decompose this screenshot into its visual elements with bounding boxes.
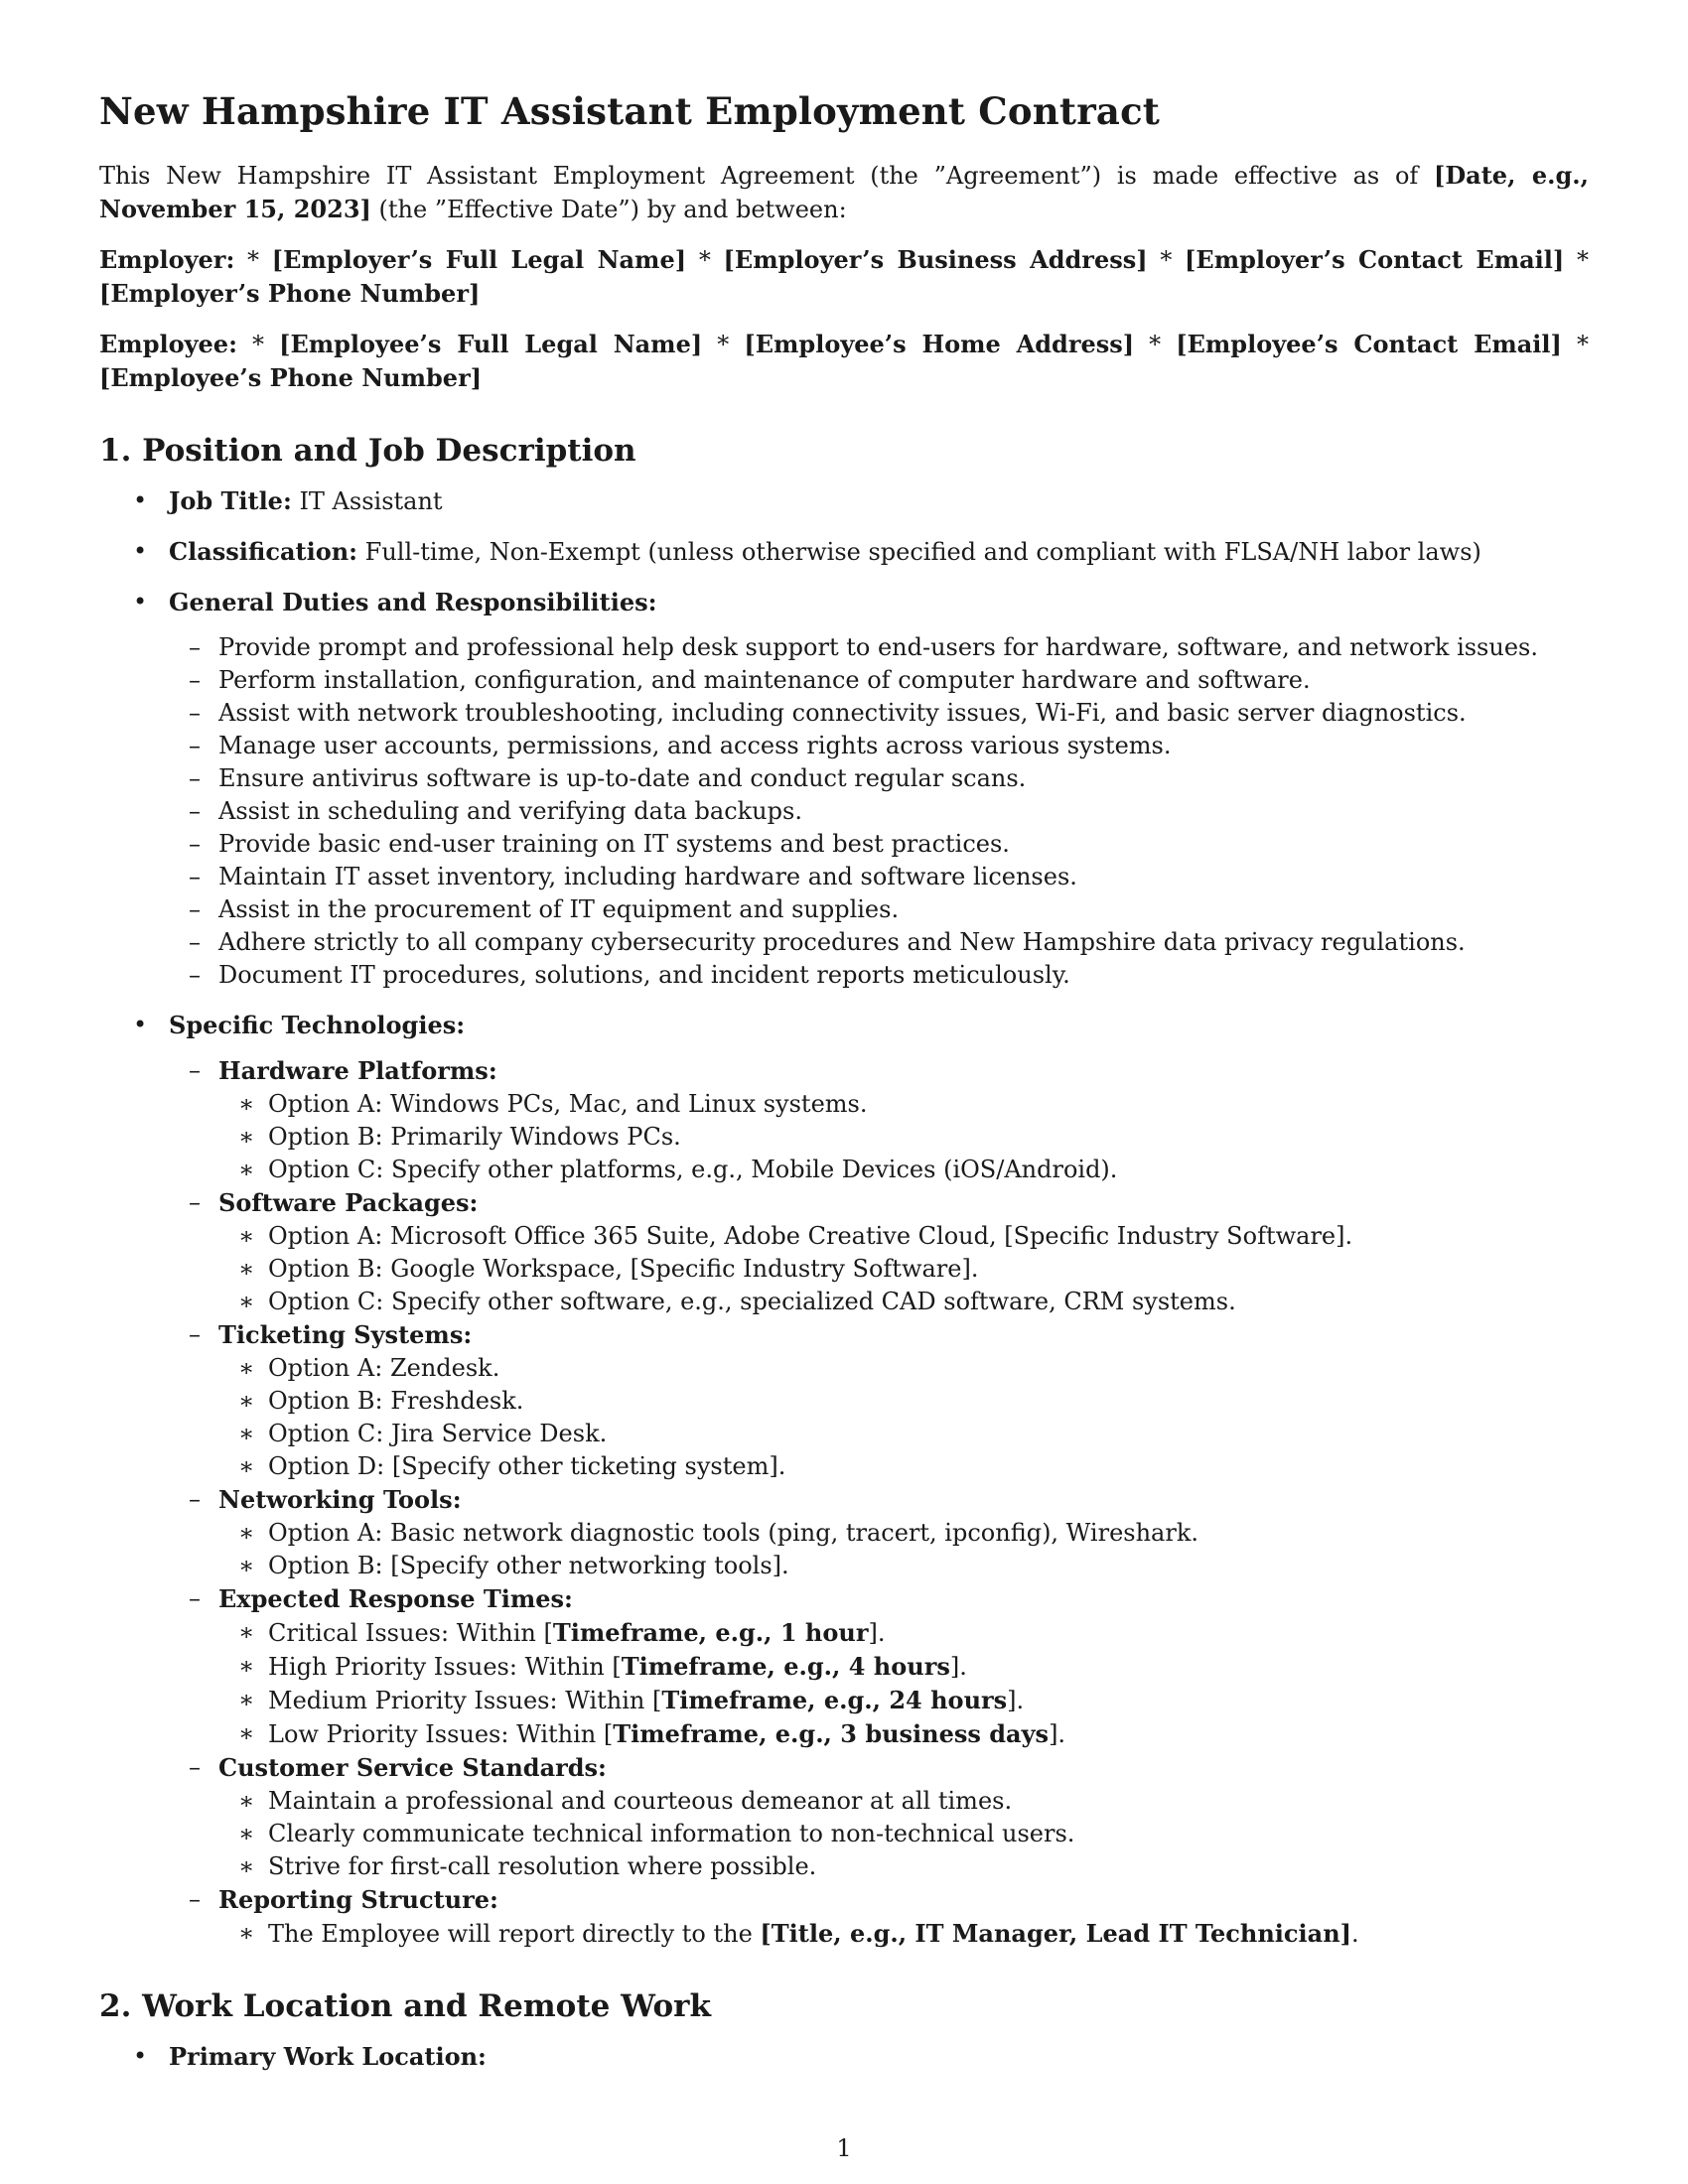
subsection-label: Hardware Platforms: <box>218 1056 497 1085</box>
subsection-label: Software Packages: <box>218 1188 479 1217</box>
subsection-reporting <box>189 1883 1589 1951</box>
list-item <box>238 1418 1589 1450</box>
dash-icon: – <box>189 863 201 890</box>
dash-icon: – <box>189 764 201 792</box>
duty-text: Assist in scheduling and verifying data backups. <box>218 797 802 825</box>
item-text-end: ]. <box>1007 1687 1025 1714</box>
list-item <box>238 1352 1589 1385</box>
section-1-list <box>99 484 1589 1951</box>
intro-text: This New Hampshire IT Assistant Employment Agreement (the ”Agreement”) is made effective as of <box>99 162 1434 190</box>
dash-icon: – <box>189 797 201 825</box>
field-label: Classification: <box>169 537 358 566</box>
section-heading-1: 1. Position and Job Description <box>99 433 636 469</box>
duty-item <box>189 828 1589 861</box>
duty-text: Assist in the procurement of IT equipment and supplies. <box>218 895 900 923</box>
list-item <box>238 1785 1589 1818</box>
subsection-networking <box>189 1483 1589 1582</box>
employee-email: [Employee’s Contact Email] <box>1176 330 1562 358</box>
technologies-list <box>169 1054 1589 1951</box>
subsection-response-times <box>189 1582 1589 1751</box>
bullet-icon: • <box>133 2042 148 2070</box>
item-text: The Employee will report directly to the <box>268 1920 761 1948</box>
asterisk-icon: ∗ <box>238 1387 255 1415</box>
item-text-end: ]. <box>868 1619 886 1647</box>
list-item <box>238 1850 1589 1883</box>
separator: * <box>686 246 724 274</box>
timeframe-placeholder: Timeframe, e.g., 24 hours <box>661 1686 1008 1714</box>
list-item <box>238 1385 1589 1418</box>
response-time-item <box>238 1684 1589 1717</box>
duty-text: Ensure antivirus software is up-to-date and conduct regular scans. <box>218 764 1027 792</box>
duty-text: Provide prompt and professional help desk support to end-users for hardware, software, and network issues. <box>218 633 1538 661</box>
subsection-software <box>189 1186 1589 1318</box>
field-label: Job Title: <box>169 486 292 515</box>
employee-address: [Employee’s Home Address] <box>744 330 1135 358</box>
dash-icon: – <box>189 732 201 759</box>
section-2-list <box>99 2040 1589 2074</box>
subsection-hardware <box>189 1054 1589 1186</box>
dash-icon: – <box>189 895 201 923</box>
asterisk-icon: ∗ <box>238 1686 255 1713</box>
subsection-label: Customer Service Standards: <box>218 1753 607 1782</box>
bullet-icon: • <box>133 1011 148 1038</box>
item-text: Option C: Specify other software, e.g., specialized CAD software, CRM systems. <box>268 1288 1236 1315</box>
asterisk-icon: ∗ <box>238 1222 255 1250</box>
subsection-label: Expected Response Times: <box>218 1584 573 1613</box>
item-text: Critical Issues: Within [ <box>268 1619 553 1647</box>
field-label: General Duties and Responsibilities: <box>169 588 657 616</box>
customer-service-items <box>218 1785 1589 1883</box>
duty-item <box>189 893 1589 926</box>
dash-icon: – <box>189 699 201 727</box>
timeframe-placeholder: Timeframe, e.g., 3 business days <box>613 1719 1050 1748</box>
asterisk-icon: ∗ <box>238 1787 255 1815</box>
duty-text: Assist with network troubleshooting, including connectivity issues, Wi-Fi, and basic server diagnostics. <box>218 699 1467 727</box>
item-text: Option A: Basic network diagnostic tools (ping, tracert, ipconfig), Wireshark. <box>268 1519 1199 1547</box>
dash-icon: – <box>189 1885 201 1913</box>
employee-block <box>99 328 1589 395</box>
separator: * <box>1564 246 1589 274</box>
asterisk-icon: ∗ <box>238 1288 255 1315</box>
document-title: New Hampshire IT Assistant Employment Contract <box>99 89 1161 133</box>
ticketing-options <box>218 1352 1589 1483</box>
item-text: Option C: Specify other platforms, e.g., Mobile Devices (iOS/Android). <box>268 1156 1118 1183</box>
list-item-primary-location <box>129 2040 1589 2074</box>
dash-icon: – <box>189 666 201 694</box>
subsection-customer-service <box>189 1751 1589 1883</box>
response-time-item <box>238 1616 1589 1650</box>
list-item-duties <box>129 586 1589 992</box>
response-time-item <box>238 1717 1589 1751</box>
hardware-options <box>218 1088 1589 1186</box>
document-page <box>99 89 1589 2091</box>
employee-label: Employee: <box>99 330 237 358</box>
duty-item <box>189 959 1589 992</box>
item-text: Medium Priority Issues: Within [ <box>268 1687 662 1714</box>
section-heading-2: 2. Work Location and Remote Work <box>99 1988 711 2024</box>
employer-name: [Employer’s Full Legal Name] <box>271 245 687 274</box>
dash-icon: – <box>189 928 201 956</box>
separator: * <box>234 246 272 274</box>
duty-item <box>189 795 1589 828</box>
duty-item <box>189 631 1589 664</box>
item-text-end: ]. <box>1049 1720 1066 1748</box>
dash-icon: – <box>189 1584 201 1612</box>
duty-item <box>189 697 1589 730</box>
item-text: Option A: Microsoft Office 365 Suite, Adobe Creative Cloud, [Specific Industry Software]. <box>268 1222 1353 1250</box>
subsection-ticketing <box>189 1318 1589 1483</box>
item-text: Clearly communicate technical information to non-technical users. <box>268 1820 1075 1847</box>
employer-phone: [Employer’s Phone Number] <box>99 279 481 308</box>
response-time-items <box>218 1616 1589 1751</box>
duty-text: Adhere strictly to all company cybersecurity procedures and New Hampshire data privacy regulations. <box>218 928 1466 956</box>
item-text: Strive for first-call resolution where possible. <box>268 1852 817 1880</box>
field-value: IT Assistant <box>291 487 443 515</box>
dash-icon: – <box>189 1753 201 1781</box>
employer-address: [Employer’s Business Address] <box>723 245 1148 274</box>
asterisk-icon: ∗ <box>238 1354 255 1382</box>
subsection-label: Reporting Structure: <box>218 1885 498 1914</box>
asterisk-icon: ∗ <box>238 1652 255 1680</box>
asterisk-icon: ∗ <box>238 1090 255 1118</box>
list-item <box>238 1450 1589 1483</box>
item-text: Maintain a professional and courteous demeanor at all times. <box>268 1787 1013 1815</box>
list-item <box>238 1917 1589 1951</box>
list-item <box>238 1088 1589 1121</box>
dash-icon: – <box>189 1320 201 1348</box>
list-item <box>238 1550 1589 1582</box>
employee-phone: [Employee’s Phone Number] <box>99 363 483 392</box>
item-text: Option B: Google Workspace, [Specific Industry Software]. <box>268 1255 979 1283</box>
employee-name: [Employee’s Full Legal Name] <box>279 330 703 358</box>
field-label: Specific Technologies: <box>169 1011 466 1039</box>
timeframe-placeholder: Timeframe, e.g., 4 hours <box>621 1652 950 1681</box>
list-item-technologies <box>129 1009 1589 1951</box>
separator: * <box>702 331 745 358</box>
separator: * <box>1134 331 1177 358</box>
duty-text: Document IT procedures, solutions, and incident reports meticulously. <box>218 961 1070 989</box>
field-label: Primary Work Location: <box>169 2042 487 2071</box>
separator: * <box>236 331 280 358</box>
item-text: High Priority Issues: Within [ <box>268 1653 622 1681</box>
item-text: Option B: Freshdesk. <box>268 1387 524 1415</box>
asterisk-icon: ∗ <box>238 1255 255 1283</box>
effective-date-placeholder: [Date, e.g., November 15, 2023] <box>99 161 1589 223</box>
list-item <box>238 1154 1589 1186</box>
employer-label: Employer: <box>99 245 235 274</box>
reporting-items <box>218 1917 1589 1951</box>
item-text-end: . <box>1351 1920 1359 1948</box>
bullet-icon: • <box>133 537 148 565</box>
bullet-icon: • <box>133 486 148 514</box>
asterisk-icon: ∗ <box>238 1420 255 1447</box>
asterisk-icon: ∗ <box>238 1519 255 1547</box>
duty-text: Manage user accounts, permissions, and access rights across various systems. <box>218 732 1172 759</box>
dash-icon: – <box>189 830 201 858</box>
list-item-classification <box>129 535 1589 569</box>
item-text: Low Priority Issues: Within [ <box>268 1720 614 1748</box>
dash-icon: – <box>189 633 201 661</box>
duty-item <box>189 762 1589 795</box>
item-text: Option B: [Specify other networking tools]. <box>268 1552 789 1579</box>
separator: * <box>1561 331 1589 358</box>
item-text: Option A: Windows PCs, Mac, and Linux systems. <box>268 1090 868 1118</box>
separator: * <box>1147 246 1186 274</box>
item-text: Option D: [Specify other ticketing system]. <box>268 1452 786 1480</box>
list-item <box>238 1818 1589 1850</box>
dash-icon: – <box>189 1188 201 1216</box>
dash-icon: – <box>189 1056 201 1084</box>
item-text: Option A: Zendesk. <box>268 1354 500 1382</box>
networking-options <box>218 1517 1589 1582</box>
item-text-end: ]. <box>949 1653 967 1681</box>
list-item <box>238 1253 1589 1286</box>
response-time-item <box>238 1650 1589 1684</box>
list-item <box>238 1220 1589 1253</box>
intro-text-end: (the ”Effective Date”) by and between: <box>370 196 847 223</box>
duty-item <box>189 664 1589 697</box>
subsection-label: Ticketing Systems: <box>218 1320 473 1349</box>
duty-item <box>189 861 1589 893</box>
duty-item <box>189 730 1589 762</box>
duty-text: Maintain IT asset inventory, including hardware and software licenses. <box>218 863 1077 890</box>
field-value: Full-time, Non-Exempt (unless otherwise specified and compliant with FLSA/NH labor laws) <box>357 538 1481 566</box>
software-options <box>218 1220 1589 1318</box>
employer-block <box>99 243 1589 311</box>
duties-list <box>169 631 1589 992</box>
list-item-job-title <box>129 484 1589 518</box>
asterisk-icon: ∗ <box>238 1156 255 1183</box>
list-item <box>238 1121 1589 1154</box>
asterisk-icon: ∗ <box>238 1123 255 1151</box>
asterisk-icon: ∗ <box>238 1820 255 1847</box>
reporting-title-placeholder: [Title, e.g., IT Manager, Lead IT Technician] <box>760 1919 1351 1948</box>
timeframe-placeholder: Timeframe, e.g., 1 hour <box>552 1618 869 1647</box>
asterisk-icon: ∗ <box>238 1552 255 1579</box>
list-item <box>238 1517 1589 1550</box>
employer-email: [Employer’s Contact Email] <box>1185 245 1565 274</box>
asterisk-icon: ∗ <box>238 1919 255 1947</box>
asterisk-icon: ∗ <box>238 1719 255 1747</box>
dash-icon: – <box>189 961 201 989</box>
page-number: 1 <box>836 2134 852 2162</box>
duty-text: Provide basic end-user training on IT systems and best practices. <box>218 830 1010 858</box>
intro-paragraph <box>99 159 1589 226</box>
subsection-label: Networking Tools: <box>218 1485 462 1514</box>
dash-icon: – <box>189 1485 201 1513</box>
item-text: Option B: Primarily Windows PCs. <box>268 1123 681 1151</box>
duty-text: Perform installation, configuration, and maintenance of computer hardware and software. <box>218 666 1311 694</box>
list-item <box>238 1286 1589 1318</box>
duty-item <box>189 926 1589 959</box>
bullet-icon: • <box>133 588 148 615</box>
asterisk-icon: ∗ <box>238 1852 255 1880</box>
item-text: Option C: Jira Service Desk. <box>268 1420 608 1447</box>
asterisk-icon: ∗ <box>238 1618 255 1646</box>
asterisk-icon: ∗ <box>238 1452 255 1480</box>
